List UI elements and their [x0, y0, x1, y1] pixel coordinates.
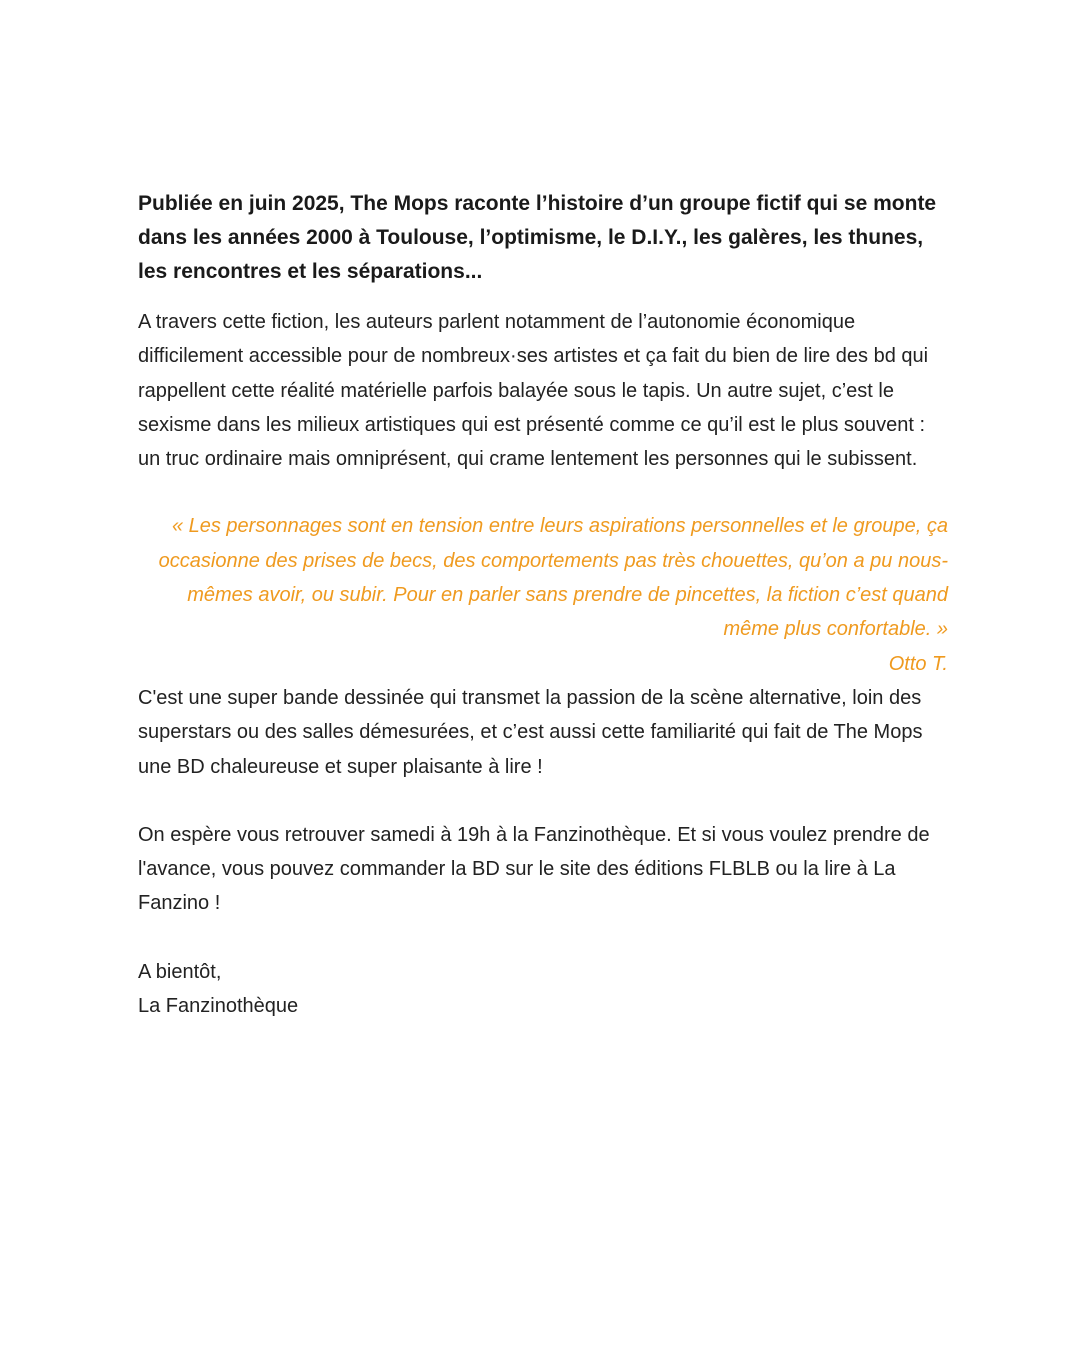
paragraph-event: On espère vous retrouver samedi à 19h à la Fanzinothèque. Et si vous voulez prendre de l'avance, vous pouvez commander la BD sur le site des éditions FLBLB ou la lire à La Fanzino ! — [138, 823, 930, 915]
article-body — [138, 187, 948, 1023]
signoff — [138, 955, 948, 1024]
paragraph-autonomy: A travers cette fiction, les auteurs parlent notamment de l’autonomie économique difficilement accessible pour de nombreux·ses artistes et ça fait du bien de lire des bd qui rappellent cette réalité matérielle parfois balayée sous le tapis. Un autre sujet, c’est le sexisme dans les milieux artistiques qui est présenté comme ce qu’il est le plus souvent : un truc ordinaire mais omniprésent, qui crame lentement les personnes qui le subissent. — [138, 311, 929, 471]
paragraph-review: C'est une super bande dessinée qui transmet la passion de la scène alternative, loin des superstars ou des salles démesurées, et c’est aussi cette familiarité qui fait de The Mops une BD chaleureuse et super plaisante à lire ! — [138, 686, 923, 778]
quote-author: Otto T. — [888, 652, 948, 675]
pull-quote: « Les personnages sont en tension entre leurs aspirations personnelles et le groupe, ça occasionne des prises de becs, des comportements pas très chouettes, qu’on a pu nous-mêmes avoir, ou subir. Pour en parler sans prendre de pincettes, la fiction c’est quand même plus confortable. » — [158, 515, 948, 641]
intro-paragraph: Publiée en juin 2025, The Mops raconte l’histoire d’un groupe fictif qui se monte dans les années 2000 à Toulouse, l’optimisme, le D.I.Y., les galères, les thunes, les rencontres et les séparations... — [138, 192, 937, 283]
closing-line: A bientôt, — [138, 960, 222, 983]
signature: La Fanzinothèque — [138, 995, 299, 1018]
